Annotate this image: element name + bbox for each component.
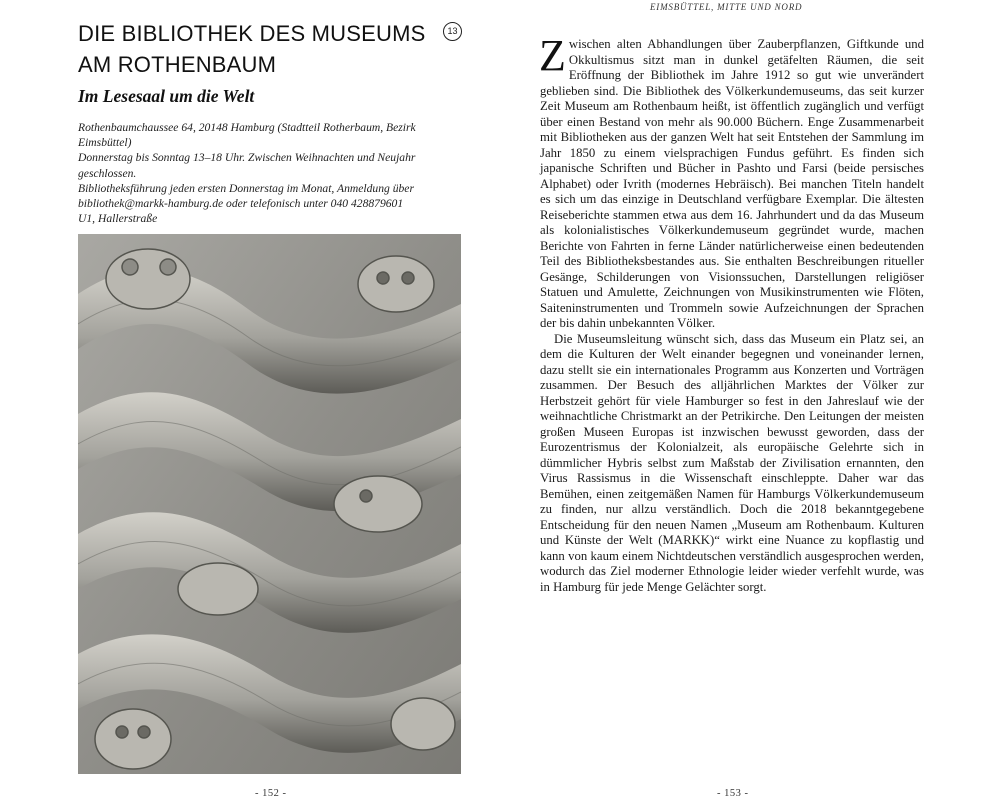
page-subtitle: Im Lesesaal um die Welt [78, 86, 255, 106]
info-opening-hours: Donnerstag bis Sonntag 13–18 Uhr. Zwischen Weihnachten und Neujahr geschlossen. [78, 151, 416, 180]
chapter-number-badge: 13 [443, 22, 462, 41]
info-address: Rothenbaumchaussee 64, 20148 Hamburg (Stadtteil Rotherbaum, Bezirk Eimsbüttel) [78, 121, 416, 150]
paragraph-1-text: wischen alten Abhandlungen über Zauberpflanzen, Giftkunde und Okkultismus sitzt man in dunkel getäfelten Räumen, die seit Eröffnung der Bibliothek im Jahre 1912 so gut wie unverändert geblieben sind. Die Bibliothek des Völkerkundemuseums, das seit kurzer Zeit Museum am Rothenbaum heißt, ist öffentlich zugänglich und verfügt über einen Bestand von mehr als 90.000 Büchern. Enge Zusammenarbeit mit Bibliotheken aus der ganzen Welt hat seit Entstehen der Sammlung im Jahr 1850 zu einem vielsprachigen Fundus geführt. Es finden sich japanische Schriften und Bücher in Pashto und Farsi (beide persisches Alphabet) oder Ivrith (modernes Hebräisch). Bei manchen Titeln handelt es sich um das einzige in Deutschland verfügbare Exemplar. Die ältesten Reiseberichte stammen etwa aus dem 16. Jahrhundert und da das Museum als kolonialistisches Völkerkundemuseum gegründet wurde, machen Berichte von Fahrten in ferne Länder natürlicherweise einen bedeutenden Teil des Bibliotheksbestandes aus. Sie enthalten Beschreibungen ritueller Gesänge, Schilderungen von Visionssuchen, Darstellungen religiöser Statuen und Amulette, Zeichnungen von Musikinstrumenten wie Flöten, Saiteninstrumenten und Trommeln sowie Aufzeichnungen der Sprachen der bis dahin unbekannten Völker. [540, 37, 924, 330]
article-body [539, 31, 924, 595]
info-tour: Bibliotheksführung jeden ersten Donnerstag im Monat, Anmeldung über bibliothek@markk-hamburg.de oder telefonisch unter 040 428879601 [78, 181, 414, 211]
page-title [78, 18, 428, 80]
drop-cap: Z [539, 31, 566, 80]
title-line-1: DIE BIBLIOTHEK DES MUSEUMS [78, 21, 426, 46]
carved-wood-photo [78, 234, 461, 774]
running-head: EIMSBÜTTEL, MITTE UND NORD [650, 2, 803, 12]
page-number-left: - 152 - [255, 788, 287, 799]
body-paragraph-1 [539, 31, 924, 332]
body-paragraph-2: Die Museumsleitung wünscht sich, dass das Museum ein Platz sei, an dem die Kulturen der Welt einander begegnen und voneinander lernen, dazu stellt sie ein internationales Programm aus Konzerten und Vorträgen zusammen. Der Besuch des alljährlichen Marktes der Völker zur Herbstzeit gehört für viele Hamburger so fest in den Jahreslauf wie der weihnachtliche Christmarkt an der Petrikirche. Den Leitungen der meisten großen Museen Europas ist inzwischen bewusst geworden, dass der Eurozentrismus der Kolonialzeit, als europäische Gelehrte sich in dümmlicher Hybris selbst zum Maßstab der Zivilisation ernannten, den Virus Rassismus in die Wissenschaft einschleppte. Daher war das Bemühen, einen zeitgemäßen Namen für Hamburgs Völkerkundemuseum zu finden, nur allzu verständlich. Doch die 2018 bekanntgegebene Entscheidung für den neuen Namen „Museum am Rothenbaum. Kulturen und Künste der Welt (MARKK)“ wirkt eine Nuance zu kopflastig und kann von kaum einem Nichtdeutschen verständlich ausgesprochen werden, wodurch das Ziel moderner Ethnologie leider wieder verfehlt wurde, was in Hamburg für jede Menge Gelächter sorgt. [540, 331, 924, 594]
right-page [500, 0, 1000, 800]
title-line-2: AM ROTHENBAUM [78, 52, 277, 77]
info-block [78, 120, 438, 226]
page-number-right: - 153 - [717, 788, 749, 799]
info-transit: U1, Hallerstraße [78, 212, 158, 226]
